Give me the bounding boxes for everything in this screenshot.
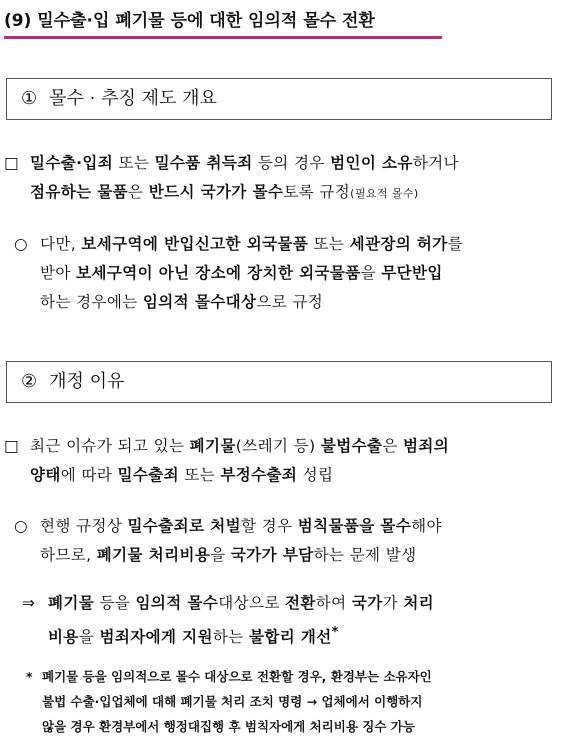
text-bold: 보세구역에 반입신고한 외국물품 (81, 235, 309, 253)
text-small: (필요적 몰수) (350, 187, 419, 200)
text: 또는 (179, 466, 221, 484)
paragraph-5 (22, 589, 567, 652)
text-bold: 보세구역이 아닌 장소에 장치한 외국물품 (76, 264, 361, 282)
text-bold: 임의적 몰수대상 (142, 293, 257, 311)
text: 하는 문제 발생 (313, 546, 417, 564)
section-label: 개정 이유 (49, 371, 125, 392)
text: 다만, (40, 235, 82, 253)
section-header-2 (6, 361, 552, 403)
text-bold: 부정수출죄 (220, 466, 298, 484)
text: 등을 (94, 594, 136, 612)
text: 대상으로 (218, 594, 286, 612)
text-bold: 세관장의 허가 (349, 235, 448, 253)
text: 또는 (113, 154, 155, 172)
text-bold: 국가가 부담 (230, 546, 314, 564)
footnote-line: 않을 경우 환경부에서 행정대집행 후 범칙자에게 처리비용 징수 가능 (42, 719, 415, 734)
text: 등의 경우 (252, 154, 331, 172)
section-number: ② (21, 371, 38, 392)
paragraph-line (14, 230, 564, 259)
paragraph-line (22, 618, 567, 652)
text: (쓰레기 등) (235, 437, 321, 455)
text: 가 (382, 594, 404, 612)
text: 을 (360, 264, 382, 282)
text: 을 (210, 546, 231, 564)
paragraph-line (4, 149, 564, 178)
text: 해야 (411, 517, 442, 535)
footnote-line (26, 664, 566, 689)
text: 토록 규정 (283, 183, 351, 201)
text-bold: 국가 (351, 594, 383, 612)
paragraph-line (4, 178, 564, 208)
text-bold: 처리 (403, 594, 435, 612)
paragraph-3 (4, 432, 564, 490)
title-underline (4, 36, 442, 39)
text-bold: 범인이 소유 (330, 154, 413, 172)
double-arrow-icon: ⇒ (22, 594, 36, 612)
text: 현행 규정상 (40, 517, 128, 535)
text-bold: 폐기물 (48, 594, 95, 612)
text-bold: 전환 (285, 594, 316, 612)
text-bold: 비용 (48, 628, 79, 647)
paragraph-1 (4, 149, 564, 208)
square-bullet: □ (4, 154, 20, 172)
text: 를 (447, 235, 464, 253)
text-bold: 폐기물 (189, 437, 236, 455)
text-bold: 범죄의 (403, 437, 450, 455)
text-bold: 불합리 개선 (248, 628, 332, 647)
paragraph-line (14, 512, 564, 541)
text-bold: 밀수출죄로 처벌 (127, 517, 241, 535)
text: 폐기물 등을 임의적으로 몰수 대상으로 전환할 경우, 환경부는 소유자인 (42, 669, 432, 684)
square-bullet: □ (4, 437, 20, 455)
paragraph-4 (14, 512, 564, 570)
paragraph-line (22, 589, 567, 618)
paragraph-2 (14, 230, 564, 317)
footnote (26, 664, 566, 739)
text-bold: 범칙물품을 몰수 (297, 517, 412, 535)
text-bold: 범죄자에게 지원 (99, 628, 213, 647)
text-bold: 밀수품 취득죄 (154, 154, 253, 172)
text-bold: 밀수출죄 (117, 466, 180, 484)
paragraph-line (14, 259, 564, 288)
text: 하는 (212, 628, 249, 647)
footnote-mark: * (331, 625, 339, 640)
paragraph-line (4, 432, 564, 461)
page-title: (9) 밀수출·입 폐기물 등에 대한 임의적 몰수 전환 (4, 11, 375, 31)
text: 을 (78, 628, 100, 647)
footnote-marker: * (26, 669, 33, 684)
text: 하는 경우에는 (40, 293, 143, 311)
text: 은 (382, 437, 404, 455)
section-label: 몰수 · 추징 제도 개요 (49, 88, 217, 109)
paragraph-line (4, 461, 564, 490)
text-bold: 점유하는 물품 (30, 183, 129, 201)
footnote-line: 불법 수출·입업체에 대해 폐기물 처리 조치 명령 → 업체에서 이행하지 (42, 694, 423, 709)
circle-bullet: ○ (14, 235, 28, 253)
text-bold: 임의적 몰수 (135, 594, 219, 612)
text-bold: 불법수출 (320, 437, 383, 455)
text-bold: 폐기물 처리비용 (96, 546, 211, 564)
text: 으로 규정 (256, 293, 324, 311)
text: 하거나 (412, 154, 459, 172)
text: 에 따라 (60, 466, 118, 484)
text-bold: 반드시 국가가 몰수 (148, 183, 284, 201)
text: 받아 (40, 264, 77, 282)
text: 할 경우 (240, 517, 298, 535)
text: 또는 (308, 235, 350, 253)
section-number: ① (21, 88, 38, 109)
text-bold: 양태 (30, 466, 61, 484)
text: 하므로, (40, 546, 97, 564)
text-bold: 밀수출·입죄 (30, 154, 114, 172)
text: 하여 (315, 594, 352, 612)
text: 은 (128, 183, 149, 201)
circle-bullet: ○ (14, 517, 28, 535)
text: 최근 이슈가 되고 있는 (30, 437, 190, 455)
text: 성립 (297, 466, 334, 484)
paragraph-line (14, 288, 564, 317)
text-bold: 무단반입 (381, 264, 443, 282)
section-header-1 (6, 78, 552, 120)
paragraph-line (14, 541, 564, 570)
